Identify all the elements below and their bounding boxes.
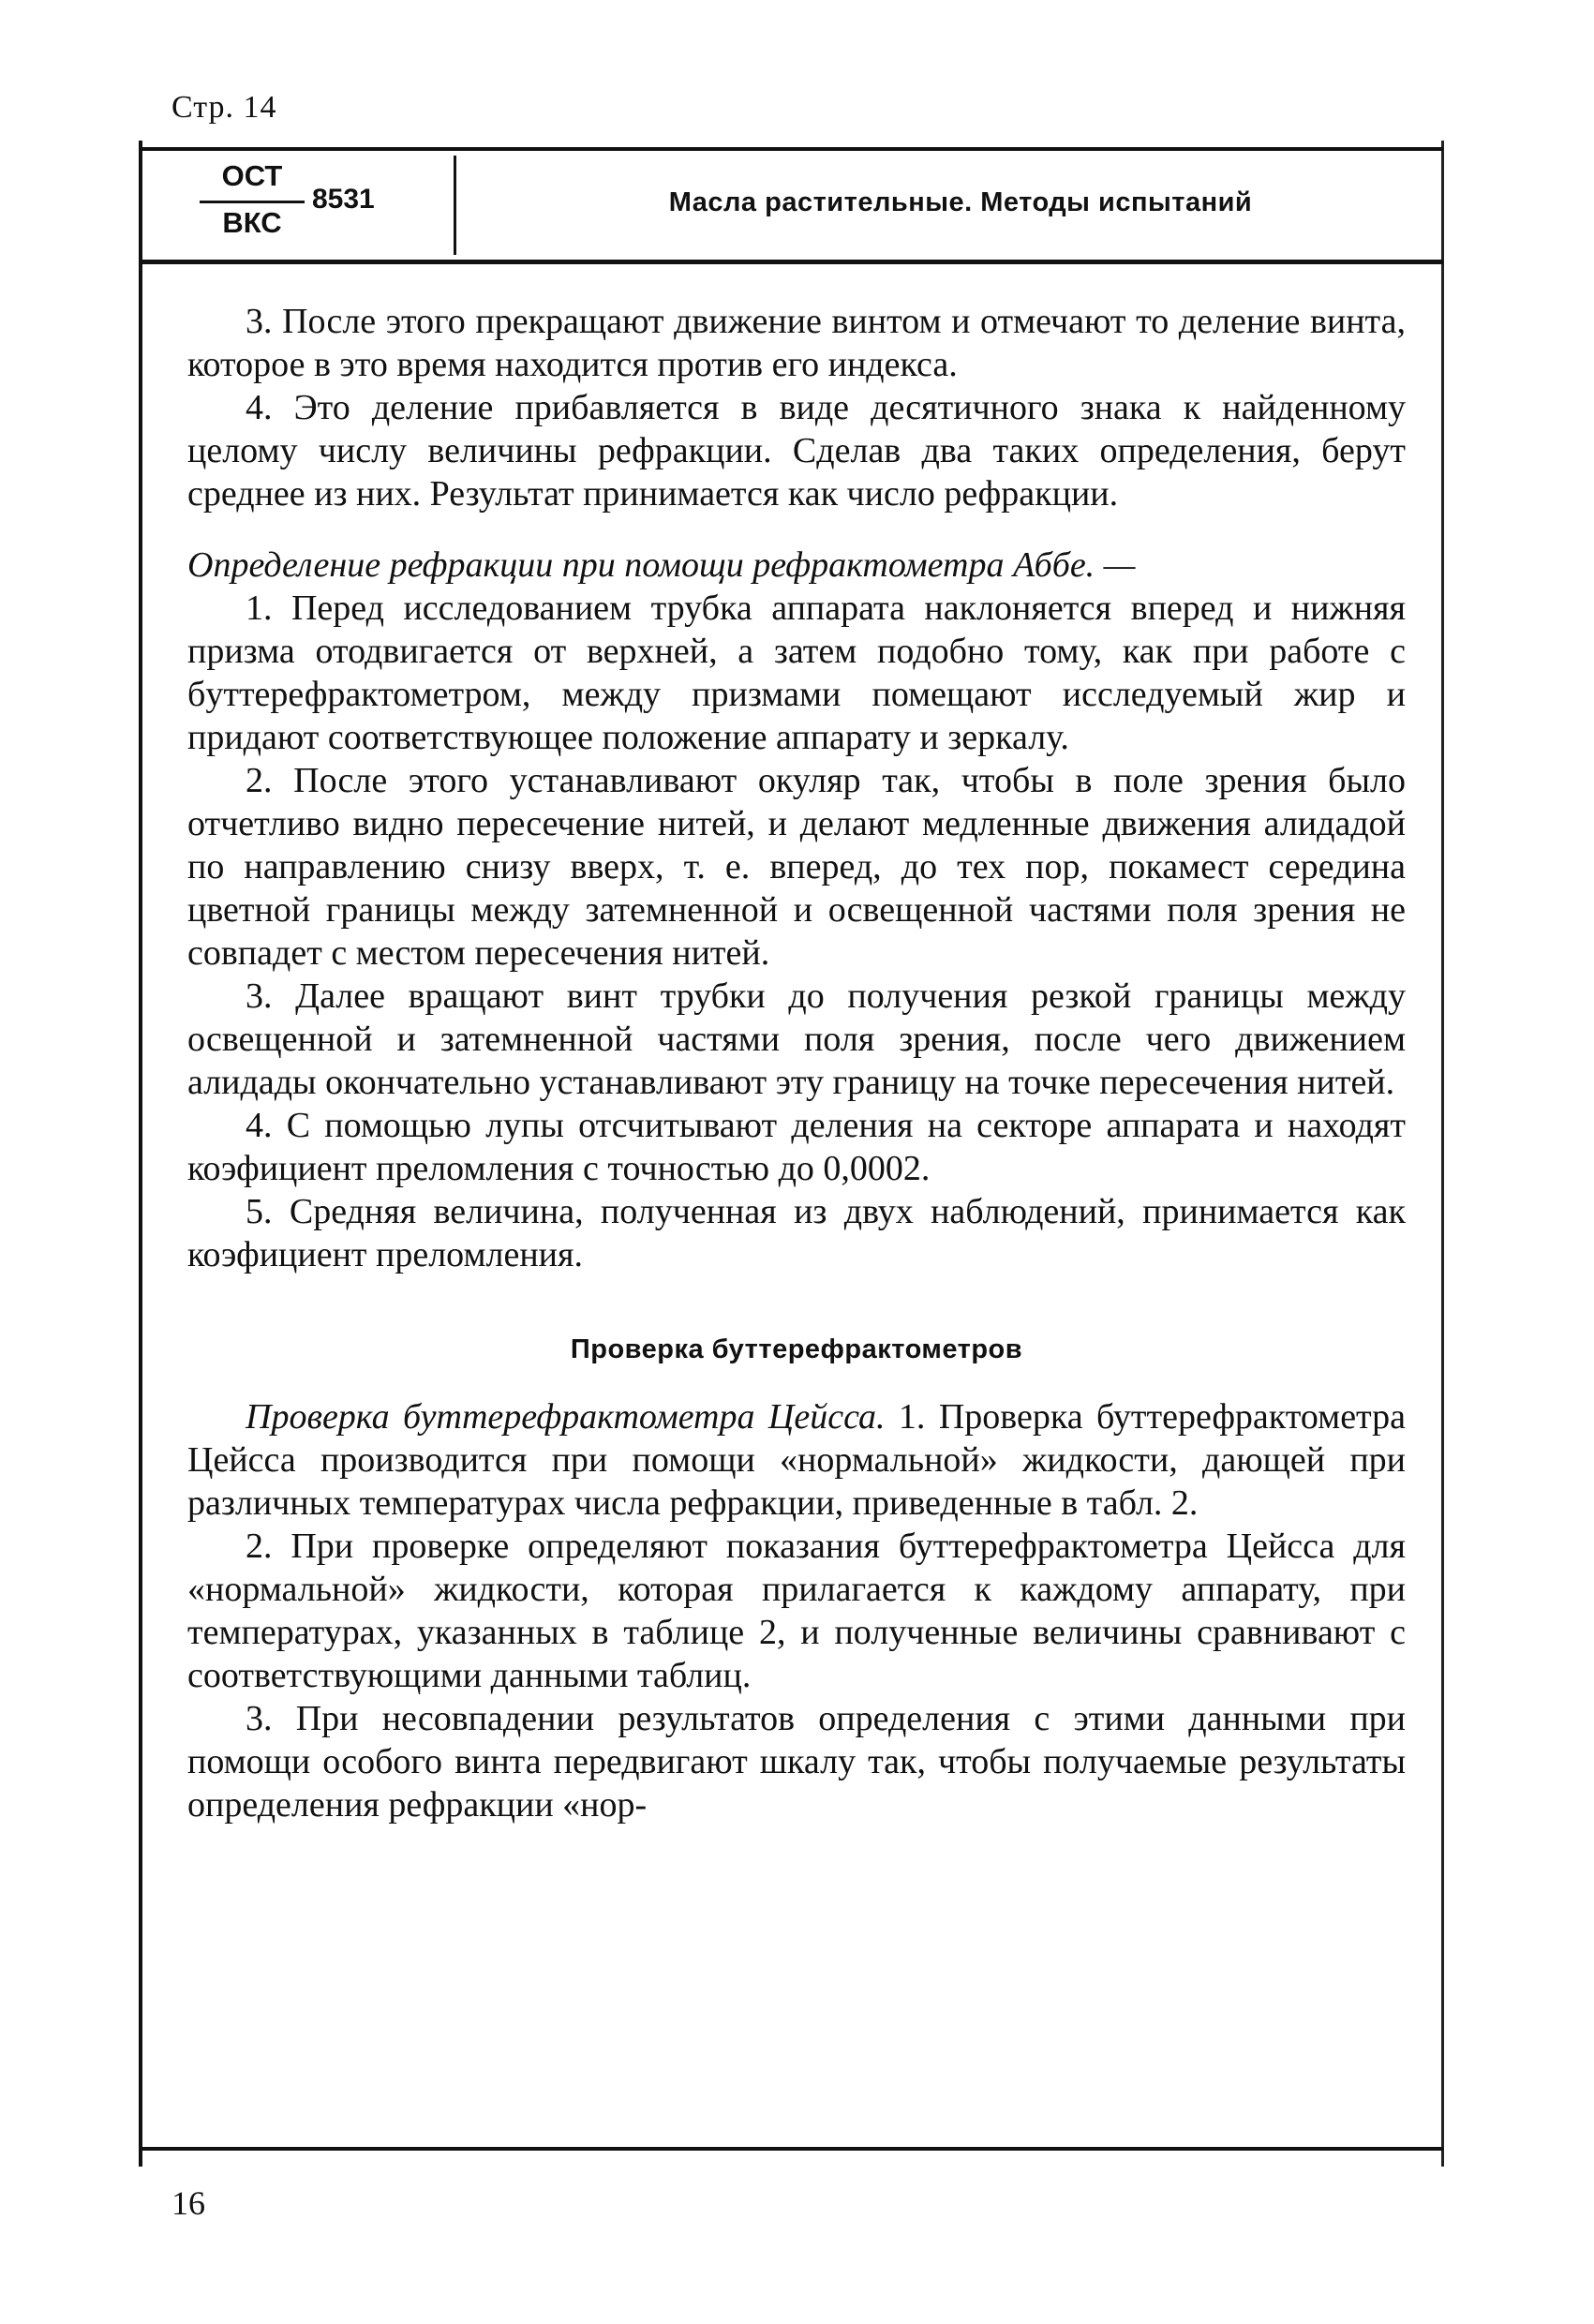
standard-code-top: ОСТ — [221, 159, 283, 192]
paragraph: 4. Это деление прибавляется в виде десятичного знака к найденному целому числу величины рефракции. Сделав два таких определения, берут среднее из них. Результат принимается как число рефракции. — [187, 388, 1406, 514]
header-divider — [454, 156, 456, 255]
document-body — [187, 300, 1406, 1826]
standard-code-bar — [200, 201, 305, 203]
abbe-method-heading: Определение рефракции при помощи рефрактометра Аббе. — — [187, 545, 1136, 585]
standard-code-number: 8531 — [312, 184, 375, 215]
paragraph: 2. При проверке определяют показания буттерефрактометра Цейсса для «нормальной» жидкости, которая прилагается к каждому аппарату, при температурах, указанных в таблице 2, и полученные величины сравнивают с соответствующими данными таблиц. — [187, 1527, 1406, 1695]
header-title: Масла растительные. Методы испытаний — [668, 187, 1253, 217]
paragraph: 1. Перед исследованием трубка аппарата наклоняется вперед и нижняя призма отодвигается от верхней, а затем подобно тому, как при работе с бyттерефрактометром, между призмами помещают исследуемый жир и придают соответствующее положение аппарату и зеркалу. — [187, 588, 1406, 757]
paragraph: 3. При несовпадении результатов определения с этими данными при помощи особого винта передвигают шкалу так, чтобы получаемые результаты определения рефракции «нор- — [187, 1699, 1406, 1825]
frame-left-border — [139, 141, 142, 2167]
header-top-rule — [141, 147, 1443, 151]
paragraph — [187, 1395, 1406, 1525]
zeiss-method-heading: Проверка буттерефрактометра Цейсса. — [246, 1397, 886, 1437]
paragraph: 3. После этого прекращают движение винтом и отмечают то деление винта, которое в это время находится против его индекса. — [187, 302, 1406, 384]
footer-rule — [141, 2147, 1443, 2151]
page-label: Стр. 14 — [171, 90, 277, 125]
paragraph: 3. Далее вращают винт трубки до получения резкой границы между освещенной и затемненной частями поля зрения, после чего движением алидады окончательно устанавливают эту границу на точке пересечения нитей. — [187, 976, 1406, 1102]
zeiss-first-item: 1. Проверка буттерефрактометра Цейсса производится при помощи «нормальной» жидкости, дающей при различных температурах числа рефракции, приведенные в табл. 2. — [187, 1397, 1406, 1523]
standard-code-bottom: ВКС — [222, 206, 282, 239]
page-number: 16 — [171, 2184, 205, 2222]
section-title: Проверка буттерефрактометров — [570, 1334, 1023, 1364]
paragraph: 4. С помощью лупы отсчитывают деления на секторе аппарата и находят коэфициент преломления с точностью до 0,0002. — [187, 1106, 1406, 1188]
header-bottom-rule — [141, 260, 1443, 264]
paragraph: 5. Средняя величина, полученная из двух наблюдений, принимается как коэфициент преломления. — [187, 1192, 1406, 1274]
frame-right-border — [1441, 141, 1444, 2167]
paragraph: 2. После этого устанавливают окуляр так, чтобы в поле зрения было отчетливо видно пересечение нитей, и делают медленные движения алидадой по направлению снизу вверх, т. е. вперед, до тех пор, покамест середина цветной границы между затемненной и освещенной частями поля зрения не совпадет с местом пересечения нитей. — [187, 761, 1406, 973]
standard-code — [192, 157, 445, 251]
